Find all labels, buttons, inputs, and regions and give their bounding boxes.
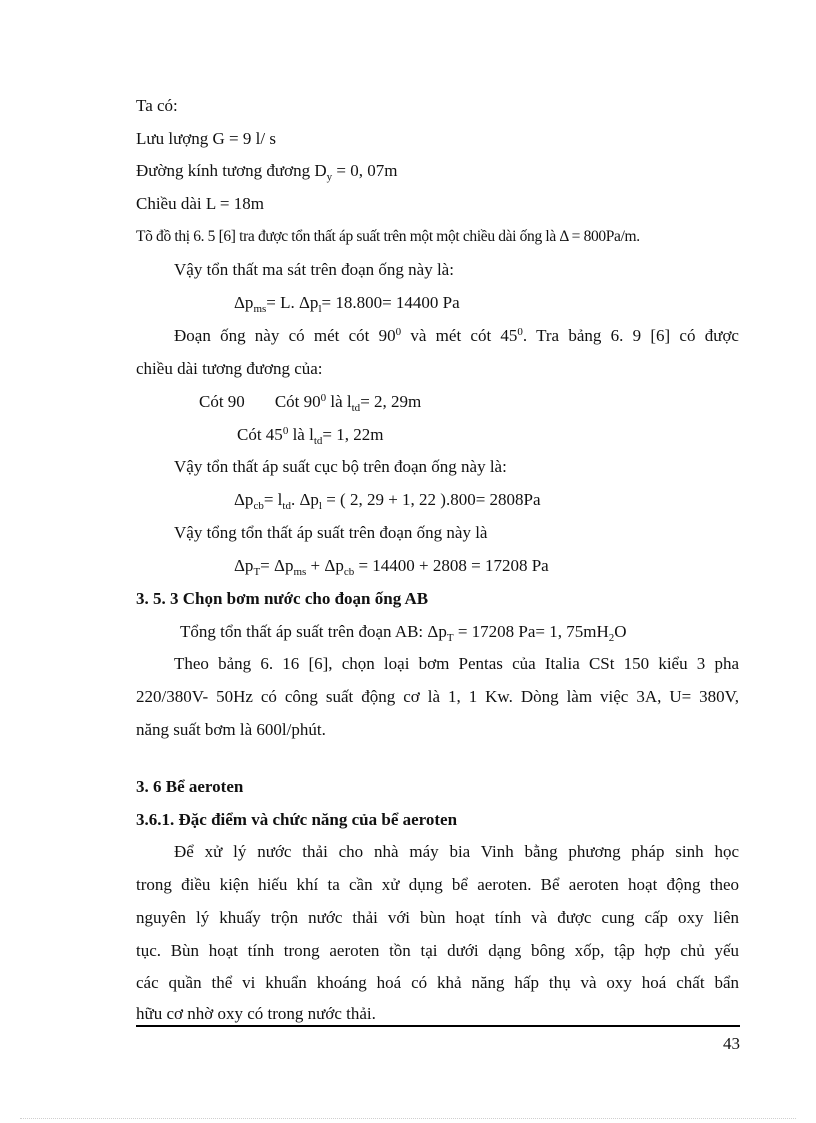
text-run: = l [263,490,283,509]
text-line: năng suất bơm là 600l/phút. [136,720,326,739]
text-run: = 0, 07m [332,161,398,180]
formula-friction-loss [234,293,460,313]
text-line: chiều dài tương đương của: [136,359,323,378]
section-heading: 3. 6 Bể aeroten [136,777,244,796]
subscript: ms [293,566,307,578]
subscript: td [282,500,291,512]
text-run: O [614,622,627,641]
text-line [136,161,397,181]
text-line [199,392,421,412]
section-heading: 3. 5. 3 Chọn bơm nước cho đoạn ống AB [136,589,429,608]
text-run: Cót 90 [274,392,321,411]
text-line: Vậy tổng tổn thất áp suất trên đoạn ống này là [174,523,488,542]
text-run: Δp [234,490,254,509]
text-run: Đoạn ống này có mét cót 90 [174,326,396,345]
text-line: Vậy tổn thất ma sát trên đoạn ống này là: [174,260,454,279]
text-line: Vậy tổn thất áp suất cục bộ trên đoạn ống này là: [174,457,507,476]
superscript: 0 [282,425,289,437]
text-line: Theo bảng 6. 16 [6], chọn loại bơm Pentas của Italia CSt 150 kiểu 3 pha [174,654,739,673]
text-line [180,622,627,642]
subscript: td [313,435,323,447]
text-line [237,425,383,445]
subscript: T [253,566,261,578]
text-run: Đường kính tương đương D [136,161,327,180]
text-run: Δp [234,556,254,575]
page-number: 43 [723,1034,740,1053]
text-run: và mét cót 45 [401,326,518,345]
text-run: + Δp [306,556,344,575]
subscript: T [446,632,454,644]
subscript: l [318,500,322,512]
text-run: = ( 2, 29 + 1, 22 ).800= 2808Pa [321,490,541,509]
subscript: td [351,402,361,414]
text-run: là l [288,425,314,444]
text-run: là l [326,392,352,411]
text-line: hữu cơ nhờ oxy có trong nước thải. [136,1004,376,1023]
superscript: 0 [395,326,402,338]
subscript: 2 [608,632,615,644]
subscript: cb [343,566,355,578]
subscript: cb [253,500,264,512]
superscript: 0 [517,326,523,338]
text-run: = 1, 22m [322,425,384,444]
text-line: tục. Bùn hoạt tính trong aeroten tồn tại dưới dạng bông xốp, tập hợp chủ yếu [136,941,739,960]
text-run: = 18.800= 14400 Pa [321,293,460,312]
text-line: Tõ đồ thị 6. 5 [6] tra được tổn thất áp suất trên một một chiều dài ống là Δ = 800Pa/m. [136,228,640,245]
text-run: . Tra bảng 6. 9 [6] có được [522,326,739,345]
subscript: ms [253,303,267,315]
footer-rule [136,1025,740,1027]
page-edge-divider [20,1118,796,1119]
text-run: Cót 45 [237,425,283,444]
text-line: nguyên lý khuấy trộn nước thải với bùn hoạt tính và được cung cấp oxy liên [136,908,739,927]
text-line: Lưu lượng G = 9 l/ s [136,129,276,148]
text-run: = 17208 Pa= 1, 75mH [453,622,609,641]
text-run: = Δp [260,556,294,575]
text-line: các quần thể vi khuẩn khoáng hoá có khả năng hấp thụ và oxy hoá chất bẩn [136,973,739,992]
superscript: 0 [320,392,327,404]
subscript: l [318,303,322,315]
text-run: Tổng tổn thất áp suất trên đoạn AB: Δp [180,622,447,641]
formula-local-loss [234,490,541,510]
text-run: . Δp [290,490,319,509]
text-line: 220/380V- 50Hz có công suất động cơ là 1, 1 Kw. Dòng làm việc 3A, U= 380V, [136,687,739,706]
text-run: Δp [234,293,254,312]
text-run: = 2, 29m [360,392,422,411]
subsection-heading: 3.6.1. Đặc điểm và chức năng của bể aeroten [136,810,458,829]
text-line: Ta có: [136,96,178,115]
text-run: = L. Δp [266,293,319,312]
text-run: Cót 90 [199,392,245,411]
text-line: trong điều kiện hiếu khí ta cần xử dụng bể aeroten. Bể aeroten hoạt động theo [136,875,739,894]
text-line: Chiều dài L = 18m [136,194,264,213]
text-line [174,326,739,346]
text-line: Để xử lý nước thải cho nhà máy bia Vinh bằng phương pháp sinh học [174,842,739,861]
formula-total-loss [234,556,549,576]
text-run: = 14400 + 2808 = 17208 Pa [354,556,549,575]
subscript: y [326,171,333,183]
